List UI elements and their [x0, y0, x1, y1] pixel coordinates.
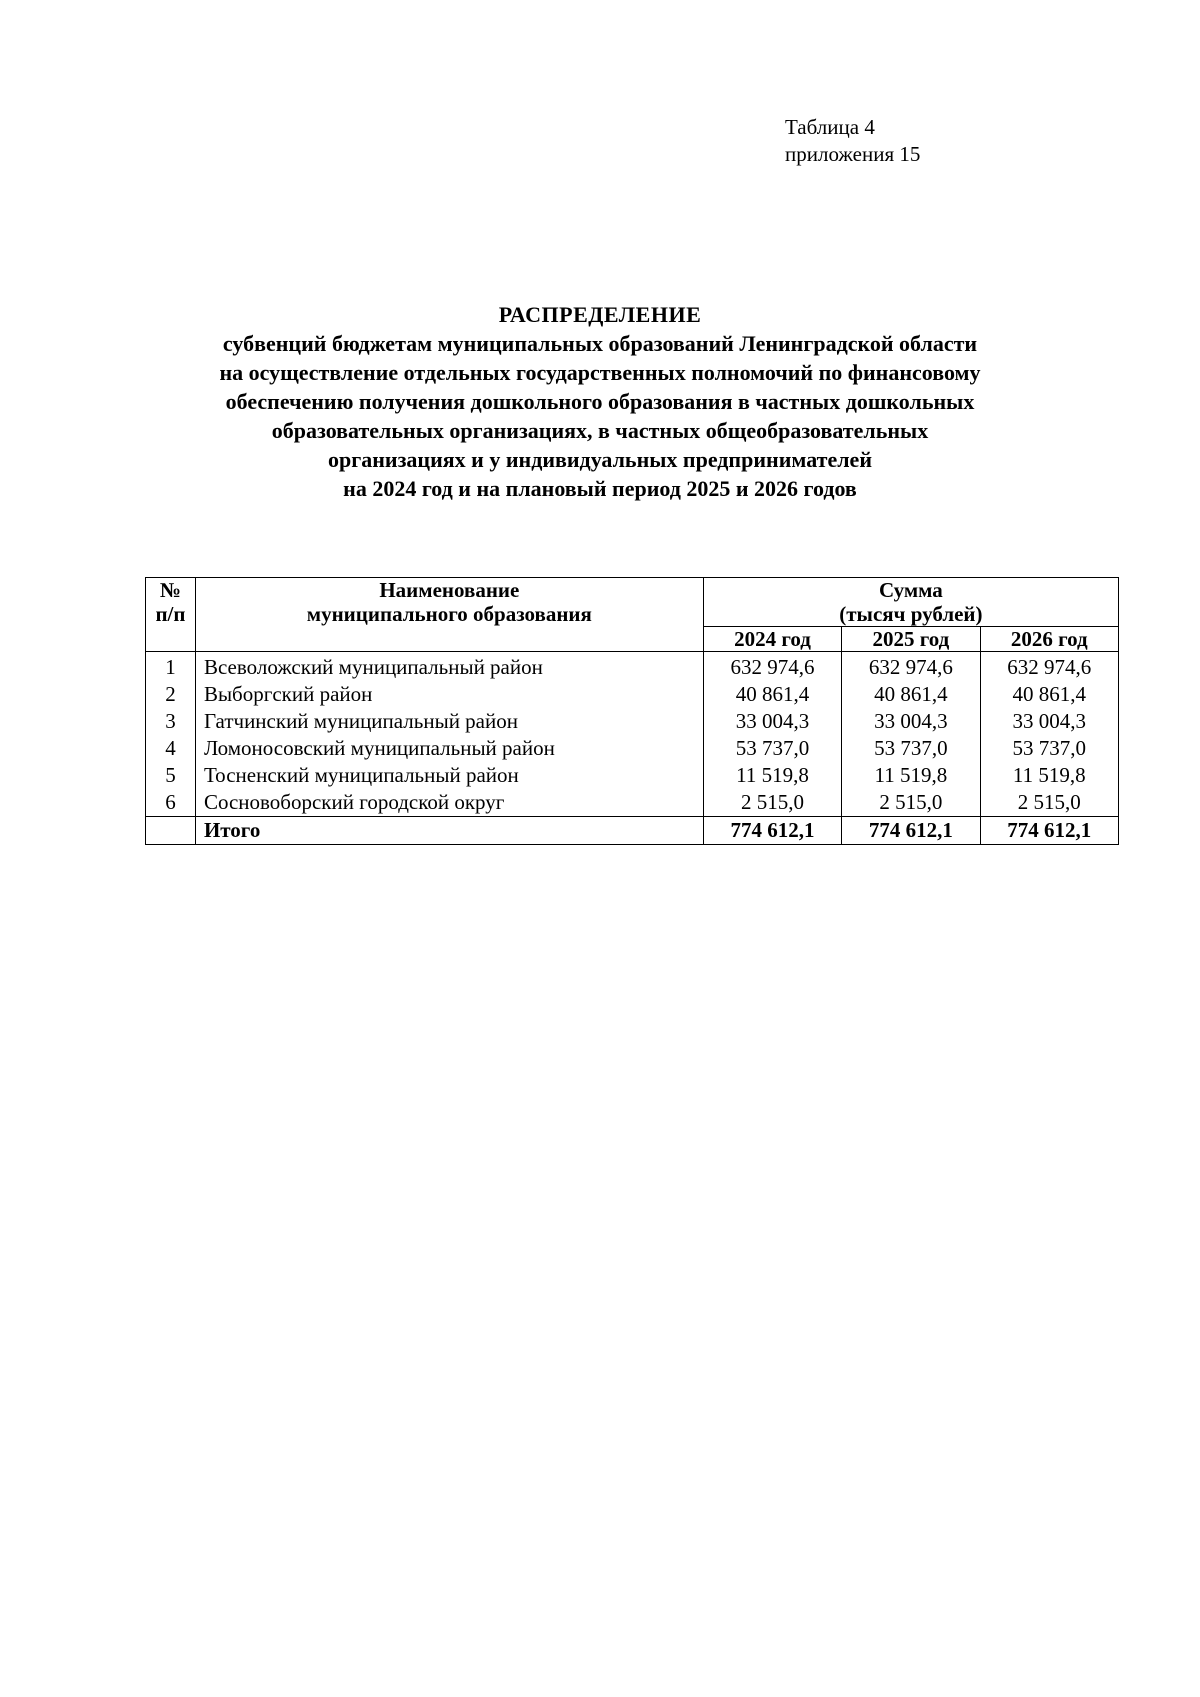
row-value-2026: 33 004,3 — [980, 708, 1118, 735]
header-year-2026: 2026 год — [980, 627, 1118, 652]
header-number — [146, 578, 196, 652]
row-number: 5 — [146, 762, 196, 789]
document-title — [100, 300, 1100, 503]
row-value-2025: 40 861,4 — [842, 681, 980, 708]
header-name — [195, 578, 703, 652]
title-line: на 2024 год и на плановый период 2025 и 2026 годов — [343, 476, 857, 501]
row-value-2025: 53 737,0 — [842, 735, 980, 762]
header-name-line2: муниципального образования — [306, 602, 592, 626]
table-row — [146, 789, 1119, 817]
table-row — [146, 762, 1119, 789]
row-value-2024: 33 004,3 — [703, 708, 841, 735]
row-value-2026: 53 737,0 — [980, 735, 1118, 762]
row-value-2025: 33 004,3 — [842, 708, 980, 735]
total-value-2026: 774 612,1 — [980, 817, 1118, 845]
header-year-2025: 2025 год — [842, 627, 980, 652]
row-value-2026: 2 515,0 — [980, 789, 1118, 817]
table-row — [146, 681, 1119, 708]
total-value-2024: 774 612,1 — [703, 817, 841, 845]
row-value-2024: 2 515,0 — [703, 789, 841, 817]
row-municipality: Выборгский район — [195, 681, 703, 708]
title-line: обеспечению получения дошкольного образования в частных дошкольных — [225, 389, 975, 414]
header-name-line1: Наименование — [379, 578, 520, 602]
row-number: 2 — [146, 681, 196, 708]
row-municipality: Тосненский муниципальный район — [195, 762, 703, 789]
annex-appendix-number: приложения 15 — [785, 142, 921, 166]
annex-table-number: Таблица 4 — [785, 115, 875, 139]
header-year-2024: 2024 год — [703, 627, 841, 652]
row-municipality: Всеволожский муниципальный район — [195, 652, 703, 682]
row-value-2026: 632 974,6 — [980, 652, 1118, 682]
row-value-2024: 632 974,6 — [703, 652, 841, 682]
title-line: организациях и у индивидуальных предпринимателей — [328, 447, 872, 472]
row-value-2024: 53 737,0 — [703, 735, 841, 762]
table-row — [146, 735, 1119, 762]
row-value-2024: 11 519,8 — [703, 762, 841, 789]
total-label: Итого — [195, 817, 703, 845]
row-municipality: Сосновоборский городской округ — [195, 789, 703, 817]
row-value-2025: 11 519,8 — [842, 762, 980, 789]
distribution-table — [145, 577, 1119, 845]
header-sum-line1: Сумма — [878, 578, 943, 602]
title-line: на осуществление отдельных государственных полномочий по финансовому — [219, 360, 981, 385]
row-number: 1 — [146, 652, 196, 682]
header-sum-unit: (тысяч рублей) — [839, 602, 983, 626]
title-line: образовательных организациях, в частных общеобразовательных — [271, 418, 929, 443]
total-empty-cell — [146, 817, 196, 845]
row-number: 6 — [146, 789, 196, 817]
row-municipality: Ломоносовский муниципальный район — [195, 735, 703, 762]
row-value-2025: 2 515,0 — [842, 789, 980, 817]
title-main: РАСПРЕДЕЛЕНИЕ — [498, 302, 702, 327]
table-row — [146, 652, 1119, 682]
total-value-2025: 774 612,1 — [842, 817, 980, 845]
row-municipality: Гатчинский муниципальный район — [195, 708, 703, 735]
header-sum — [703, 578, 1118, 627]
table-total-row — [146, 817, 1119, 845]
table-header-row — [146, 578, 1119, 627]
header-number-abbrev: п/п — [155, 602, 186, 626]
table-row — [146, 708, 1119, 735]
annex-reference — [785, 114, 920, 168]
header-number-symbol: № — [159, 578, 182, 602]
title-line: субвенций бюджетам муниципальных образований Ленинградской области — [222, 331, 978, 356]
row-value-2025: 632 974,6 — [842, 652, 980, 682]
row-value-2026: 40 861,4 — [980, 681, 1118, 708]
row-value-2026: 11 519,8 — [980, 762, 1118, 789]
row-value-2024: 40 861,4 — [703, 681, 841, 708]
row-number: 3 — [146, 708, 196, 735]
row-number: 4 — [146, 735, 196, 762]
